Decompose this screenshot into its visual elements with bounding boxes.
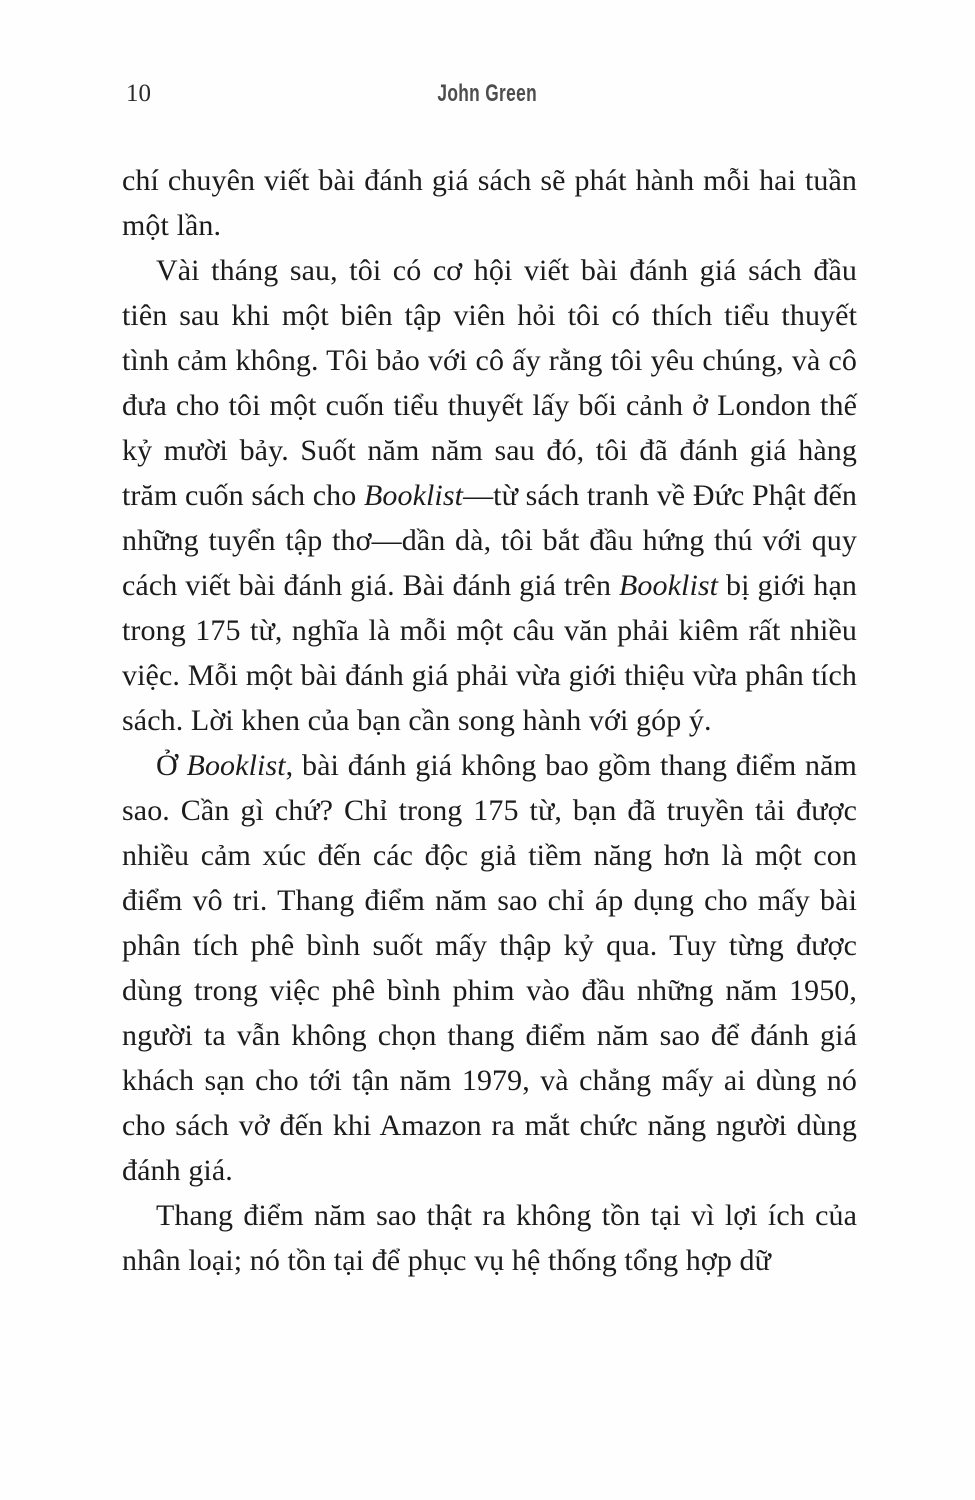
paragraph — [122, 248, 857, 743]
italic-book-title: Booklist — [186, 749, 286, 782]
running-header-author — [0, 80, 975, 108]
text-run: , bài đánh giá không bao gồm thang điểm năm sao. Cần gì chứ? Chỉ trong 175 từ, bạn đã truyền tải được nhiều cảm xúc đến các độc giả tiềm năng hơn là một con điểm vô tri. Thang điểm năm sao chỉ áp dụng cho mấy bài phân tích phê bình suốt mấy thập kỷ qua. Tuy từng được dùng trong việc phê bình phim vào đầu những năm 1950, người ta vẫn không chọn thang điểm năm sao để đánh giá khách sạn cho tới tận năm 1979, và chẳng mấy ai dùng nó cho sách vở đến khi Amazon ra mắt chức năng người dùng đánh giá. — [122, 749, 857, 1187]
text-run: —từ sách tranh về Đức Phật đến những tuyển tập thơ—dần dà, tôi bắt đầu hứng thú với quy cách viết bài đánh giá. Bài đánh giá trên — [122, 479, 857, 602]
page-number: 10 — [126, 80, 151, 107]
text-run: Thang điểm năm sao thật ra không tồn tại vì lợi ích của nhân loại; nó tồn tại để phục vụ hệ thống tổng hợp dữ — [122, 1199, 857, 1277]
italic-book-title: Booklist — [363, 479, 464, 512]
paragraph — [122, 743, 857, 1193]
text-run: chí chuyên viết bài đánh giá sách sẽ phát hành mỗi hai tuần một lần. — [122, 164, 857, 242]
text-run: bị giới hạn trong 175 từ, nghĩa là mỗi một câu văn phải kiêm rất nhiều việc. Mỗi một bài đánh giá phải vừa giới thiệu vừa phân tích sách. Lời khen của bạn cần song hành với góp ý. — [122, 569, 858, 737]
italic-book-title: Booklist — [619, 569, 719, 602]
running-header-author-text: John Green — [437, 80, 538, 107]
paragraph — [122, 1193, 857, 1283]
text-run: Vài tháng sau, tôi có cơ hội viết bài đánh giá sách đầu tiên sau khi một biên tập viên hỏi tôi có thích tiểu thuyết tình cảm không. Tôi bảo với cô ấy rằng tôi yêu chúng, và cô đưa cho tôi một cuốn tiểu thuyết lấy bối cảnh ở London thế kỷ mười bảy. Suốt năm năm sau đó, tôi đã đánh giá hàng trăm cuốn sách cho — [122, 254, 857, 512]
page-body — [0, 158, 857, 1283]
page-header — [0, 0, 975, 110]
text-run: Ở — [156, 749, 187, 782]
paragraph — [122, 158, 857, 248]
